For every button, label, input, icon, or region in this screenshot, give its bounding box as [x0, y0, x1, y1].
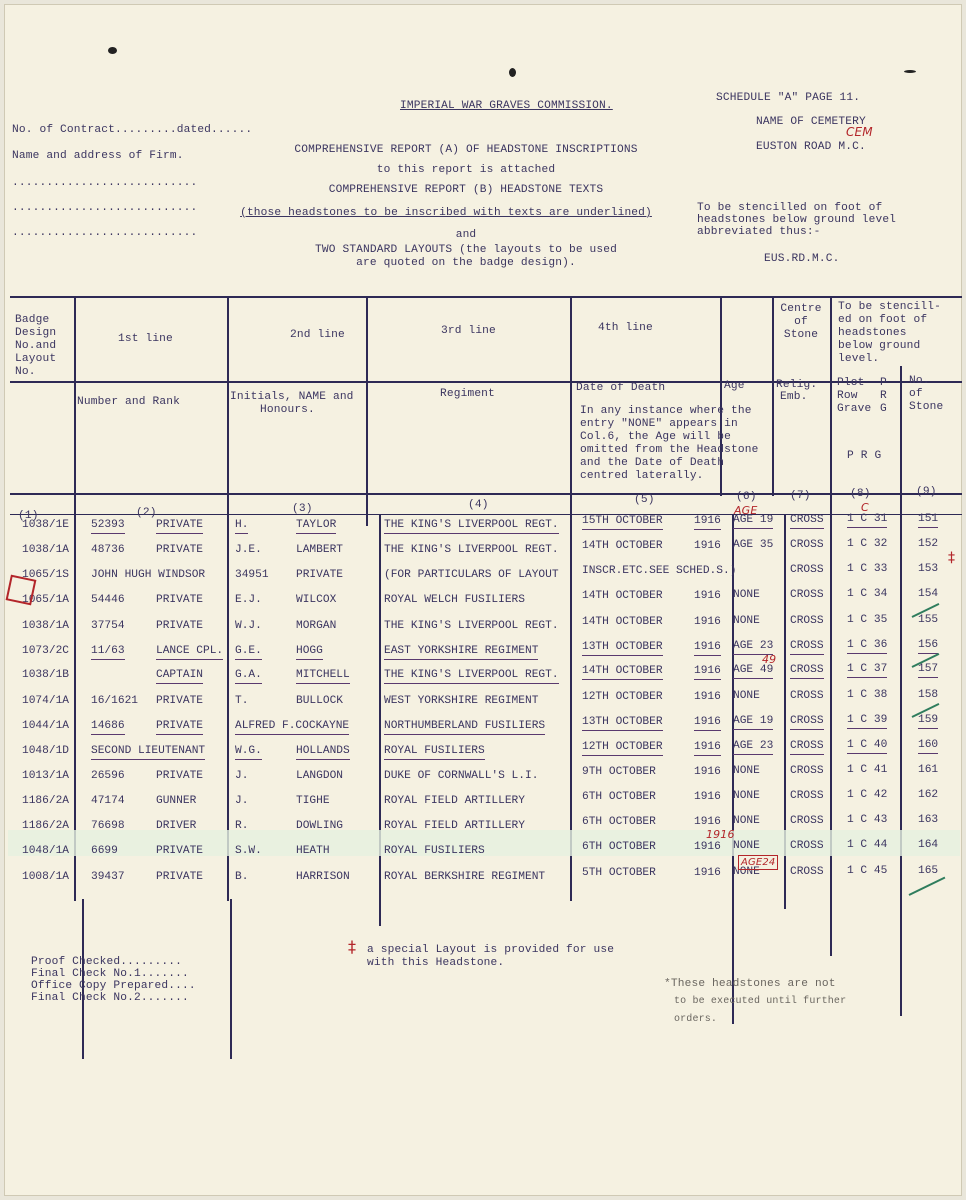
- relig-cell: CROSS: [790, 689, 824, 702]
- col-num-4: (4): [468, 499, 489, 511]
- name-cell: DOWLING: [296, 820, 343, 833]
- col-num-3: (3): [292, 503, 313, 515]
- number-cell: 76698: [91, 820, 125, 833]
- relig-cell: CROSS: [790, 765, 824, 777]
- initials-cell: B.: [235, 870, 249, 883]
- prg-vertical-heading: [880, 377, 887, 416]
- number-cell: 26596: [91, 770, 125, 782]
- table-row: [4, 664, 962, 689]
- age-cell: AGE 23: [733, 640, 773, 655]
- name-cell: HOGG: [296, 645, 323, 660]
- stencil-note-3: abbreviated thus:-: [697, 226, 821, 238]
- col-divider-footer: [230, 899, 232, 1059]
- date-cell: 12TH OCTOBER: [582, 741, 663, 756]
- report-line-5: and: [455, 229, 477, 241]
- name-cell: BULLOCK: [296, 694, 343, 707]
- centre-heading-line: Centre: [780, 303, 822, 315]
- dagger-mark: ‡: [348, 937, 357, 956]
- age-cell: AGE 19: [733, 715, 773, 730]
- number-cell: 16/1621: [91, 694, 138, 707]
- regiment-cell: THE KING'S LIVERPOOL REGT.: [384, 543, 559, 556]
- date-cell: 6TH OCTOBER: [582, 816, 656, 829]
- initials-cell: G.A.: [235, 669, 262, 684]
- year-cell: 1916: [694, 590, 721, 603]
- initials-cell: J.E.: [235, 543, 262, 556]
- number-cell: 52393: [91, 519, 125, 534]
- rank-cell: PRIVATE: [156, 543, 203, 556]
- centre-heading-line: of: [794, 316, 808, 328]
- report-line-1: COMPREHENSIVE REPORT (A) OF HEADSTONE INSCRIPTIONS: [294, 144, 638, 156]
- stone-cell: 159: [918, 714, 938, 729]
- stone-cell: 151: [918, 513, 938, 528]
- stone-heading-line: of: [909, 388, 923, 400]
- regiment-cell: ROYAL FUSILIERS: [384, 745, 485, 760]
- not-executed-note-2: to be executed until further: [674, 996, 847, 1007]
- badge-heading-line: No.and: [15, 340, 57, 352]
- regiment-cell: THE KING'S LIVERPOOL REGT.: [384, 669, 559, 684]
- table-row: [4, 512, 962, 540]
- name-cell: LANGDON: [296, 770, 343, 782]
- badge-cell: 1073/2C: [22, 644, 69, 657]
- relig-cell: CROSS: [790, 789, 824, 802]
- note-line: centred laterally.: [580, 470, 704, 482]
- stone-cell: 154: [918, 588, 939, 601]
- age-cell: NONE: [733, 765, 760, 777]
- relig-cell: CROSS: [790, 614, 824, 627]
- number-cell: 54446: [91, 594, 125, 607]
- plot-heading-line: Grave: [837, 403, 872, 415]
- stone-cell: 156: [918, 639, 938, 654]
- prg-cell: 1 C 31: [847, 513, 887, 528]
- date-cell: 14TH OCTOBER: [582, 590, 663, 603]
- name-cell: WILCOX: [296, 594, 337, 607]
- initials-cell: R.: [235, 820, 249, 833]
- prg-cell: 1 C 32: [847, 537, 888, 550]
- col-divider-3: [366, 296, 368, 526]
- badge-cell: 1044/1A: [22, 719, 69, 732]
- stone-cell: 162: [918, 788, 939, 801]
- stencil-heading-line: To be stencill-: [838, 301, 941, 313]
- red-box-mark: [6, 575, 37, 606]
- regiment-cell: (FOR PARTICULARS OF LAYOUT: [384, 569, 559, 582]
- number-cell: 37754: [91, 619, 125, 632]
- age-cell: AGE 19: [733, 514, 773, 529]
- regiment-cell: ROYAL BERKSHIRE REGIMENT: [384, 870, 546, 883]
- col-num-1: (1): [18, 510, 39, 522]
- date-cell: 12TH OCTOBER: [582, 690, 663, 703]
- badge-cell: 1038/1A: [22, 619, 69, 632]
- stone-cell: 153: [918, 563, 939, 576]
- ink-spot: [904, 70, 916, 73]
- header-bottom-rule: [10, 493, 962, 495]
- prg-cell: 1 C 45: [847, 864, 888, 877]
- age-cell: NONE: [733, 840, 760, 853]
- initials-cell: W.J.: [235, 619, 262, 632]
- date-cell: 9TH OCTOBER: [582, 766, 656, 778]
- initials-cell: T.: [235, 694, 249, 707]
- regiment-cell: NORTHUMBERLAND FUSILIERS: [384, 720, 545, 735]
- badge-cell: 1038/1A: [22, 543, 69, 556]
- regiment-cell: WEST YORKSHIRE REGIMENT: [384, 694, 539, 707]
- header-mid-rule: [10, 381, 962, 383]
- centre-heading: [774, 303, 828, 342]
- year-cell: 1916: [694, 665, 721, 680]
- prg-cell: 1 C 44: [847, 839, 888, 852]
- rank-cell: LANCE CPL.: [156, 645, 223, 660]
- regiment-cell: THE KING'S LIVERPOOL REGT.: [384, 519, 559, 534]
- name-cell: LAMBERT: [296, 543, 343, 556]
- final-check-1: Final Check No.1.......: [31, 968, 189, 980]
- date-cell: 15TH OCTOBER: [582, 515, 663, 530]
- date-cell: 5TH OCTOBER: [582, 866, 656, 879]
- note-line: In any instance where the: [580, 405, 752, 417]
- rank-cell: CAPTAIN: [156, 669, 203, 684]
- stencil-heading-line: level.: [838, 353, 880, 365]
- firm-label: Name and address of Firm.: [12, 150, 184, 162]
- age-correction-row14: AGE24: [738, 855, 778, 870]
- stone-cell: 163: [918, 814, 939, 827]
- col-num-8: (8): [850, 488, 871, 500]
- name-cell: PRIVATE: [296, 569, 343, 582]
- name-cell: HEATH: [296, 845, 330, 858]
- stencil-heading: [838, 301, 941, 366]
- no-of-stone-heading: [909, 375, 943, 414]
- regiment-cell: EAST YORKSHIRE REGIMENT: [384, 645, 538, 660]
- stone-cell: 161: [918, 764, 939, 776]
- name-cell: TIGHE: [296, 794, 330, 807]
- rank-cell: PRIVATE: [156, 519, 203, 534]
- stone-cell: 152: [918, 537, 939, 550]
- commission-title: IMPERIAL WAR GRAVES COMMISSION.: [400, 100, 613, 112]
- date-cell: 6TH OCTOBER: [582, 841, 656, 854]
- report-line-7: are quoted on the badge design).: [356, 257, 576, 269]
- col-num-5: (5): [634, 494, 655, 506]
- firm-dots-3: ...........................: [12, 227, 198, 239]
- name-cell: HARRISON: [296, 870, 350, 883]
- age-cell: AGE 49: [733, 664, 773, 679]
- first-line-heading: 1st line: [118, 333, 173, 345]
- special-layout-note: a special Layout is provided for use: [367, 944, 615, 956]
- relig-cell: CROSS: [790, 865, 824, 878]
- col-num-2: (2): [136, 507, 157, 519]
- rank-cell: PRIVATE: [156, 694, 203, 707]
- table-row: [4, 714, 962, 739]
- name-cell: MORGAN: [296, 619, 337, 632]
- cemetery-label: NAME OF CEMETERY: [756, 116, 866, 128]
- age-cell: NONE: [733, 789, 760, 802]
- stone-heading-line: No.: [909, 375, 930, 387]
- prg-heading: P R G: [847, 450, 882, 462]
- stone-cell: 164: [918, 839, 939, 852]
- table-row: [4, 814, 962, 839]
- date-cell: 6TH OCTOBER: [582, 790, 656, 803]
- table-row: [4, 764, 962, 789]
- age-cell: NONE: [733, 689, 760, 702]
- firm-dots-1: ...........................: [12, 177, 198, 189]
- badge-cell: 1038/1B: [22, 669, 69, 682]
- date-cell: 14TH OCTOBER: [582, 615, 663, 628]
- table-row: [4, 615, 962, 640]
- badge-cell: 1008/1A: [22, 870, 69, 883]
- year-cell: 1916: [694, 790, 721, 803]
- age-correction-row1: AGE: [734, 504, 758, 517]
- age-correction-row7: 49: [762, 653, 777, 666]
- age-cell: AGE 35: [733, 538, 774, 551]
- col-num-7: (7): [790, 490, 811, 502]
- regiment-cell: THE KING'S LIVERPOOL REGT.: [384, 619, 559, 632]
- stencil-abbrev: EUS.RD.M.C.: [764, 253, 840, 265]
- year-cell: 1916: [694, 816, 721, 829]
- prg-cell: 1 C 38: [847, 688, 888, 701]
- badge-cell: 1038/1E: [22, 518, 69, 531]
- year-cell: 1916: [694, 615, 721, 628]
- rank-cell: DRIVER: [156, 820, 197, 833]
- office-copy: Office Copy Prepared....: [31, 980, 196, 992]
- table-row: [4, 565, 962, 590]
- report-line-6: TWO STANDARD LAYOUTS (the layouts to be used: [315, 244, 617, 256]
- initials-cell: E.J.: [235, 594, 262, 607]
- badge-cell: 1048/1A: [22, 845, 69, 858]
- relig-cell: CROSS: [790, 715, 824, 730]
- prg-cell: 1 C 41: [847, 764, 888, 776]
- badge-cell: 1013/1A: [22, 770, 69, 782]
- prg-cell: 1 C 35: [847, 613, 888, 626]
- age-cell: NONE: [733, 865, 760, 878]
- stencil-heading-line: below ground: [838, 340, 921, 352]
- ink-spot: [108, 47, 117, 54]
- date-cell: 14TH OCTOBER: [582, 665, 663, 680]
- date-cell: 14TH OCTOBER: [582, 539, 663, 552]
- relig-cell: CROSS: [790, 640, 824, 655]
- stone-cell: 155: [918, 613, 939, 626]
- table-row: [4, 789, 962, 814]
- age-correction-row13: 1916: [706, 828, 735, 841]
- final-check-2: Final Check No.2.......: [31, 992, 189, 1004]
- stone-cell: 157: [918, 663, 938, 678]
- date-of-death-heading: Date of Death: [576, 382, 666, 394]
- none-note: [580, 405, 758, 483]
- rank-cell: PRIVATE: [156, 619, 203, 632]
- year-cell: 1916: [694, 515, 721, 530]
- cemetery-name: EUSTON ROAD M.C.: [756, 141, 866, 153]
- not-executed-note-1: *These headstones are not: [664, 978, 836, 990]
- relig-heading: Relig.: [776, 379, 818, 391]
- prg-cell: 1 C 39: [847, 714, 887, 729]
- proof-checked: Proof Checked.........: [31, 956, 182, 968]
- badge-cell: 1065/1S: [22, 569, 69, 582]
- initials-heading: Initials, NAME and: [230, 391, 354, 403]
- regiment-cell: ROYAL WELCH FUSILIERS: [384, 594, 525, 607]
- rank-cell: PRIVATE: [156, 720, 203, 735]
- report-line-3: COMPREHENSIVE REPORT (B) HEADSTONE TEXTS: [328, 184, 604, 196]
- initials-cell: G.E.: [235, 645, 262, 660]
- relig-cell: CROSS: [790, 815, 824, 828]
- report-line-4: (those headstones to be inscribed with texts are underlined): [240, 207, 652, 219]
- plot-heading-line: Plot: [837, 377, 865, 389]
- age-cell: NONE: [733, 815, 760, 828]
- note-line: entry "NONE" appears in: [580, 418, 738, 430]
- relig-cell: CROSS: [790, 840, 824, 853]
- badge-cell: 1186/2A: [22, 794, 69, 807]
- stencil-note-1: To be stencilled on foot of: [697, 202, 883, 214]
- table-row: [4, 864, 962, 889]
- year-cell: 1916: [694, 741, 721, 756]
- table-row: [4, 590, 962, 615]
- age-heading: Age: [724, 380, 745, 392]
- prg-heading-line: P: [880, 377, 887, 389]
- prg-correction: C: [861, 501, 869, 514]
- plot-heading-line: Row: [837, 390, 858, 402]
- table-row: [4, 839, 962, 864]
- badge-heading-line: Layout: [15, 353, 57, 365]
- stone-cell: 160: [918, 739, 938, 754]
- regiment-cell: ROYAL FIELD ARTILLERY: [384, 794, 525, 807]
- rank-cell: PRIVATE: [156, 594, 203, 607]
- badge-cell: 1074/1A: [22, 694, 69, 707]
- schedule-page: SCHEDULE "A" PAGE 11.: [716, 92, 861, 104]
- relig-cell: CROSS: [790, 664, 824, 679]
- initials-cell: J.: [235, 770, 249, 782]
- year-cell: 1916: [694, 641, 721, 656]
- relig-cell: CROSS: [790, 740, 824, 755]
- date-cell: INSCR.ETC.SEE SCHED.S.): [582, 565, 737, 578]
- col-num-6: (6): [736, 491, 757, 503]
- prg-cell: 1 C 36: [847, 639, 887, 654]
- badge-heading-line: No.: [15, 366, 36, 378]
- relig-cell: CROSS: [790, 538, 824, 551]
- emb-heading: Emb.: [780, 391, 808, 403]
- plot-heading: [837, 377, 871, 416]
- prg-cell: 1 C 37: [847, 663, 887, 678]
- note-line: and the Date of Death: [580, 457, 725, 469]
- number-cell: JOHN HUGH WINDSOR: [91, 569, 206, 582]
- rank-cell: PRIVATE: [156, 770, 203, 782]
- initials-cell: ALFRED F.COCKAYNE: [235, 720, 349, 735]
- dagger-mark: ‡: [948, 550, 956, 566]
- badge-cell: 1065/1A: [22, 594, 69, 607]
- initials-cell: J.: [235, 794, 249, 807]
- table-row: [4, 689, 962, 714]
- cemetery-correction: CEM: [846, 125, 873, 139]
- age-cell: NONE: [733, 614, 760, 627]
- col-num-9: (9): [916, 486, 937, 498]
- year-cell: 1916: [694, 766, 721, 778]
- year-cell: 1916: [694, 690, 721, 703]
- rank-cell: PRIVATE: [156, 870, 203, 883]
- number-cell: 14686: [91, 720, 125, 735]
- contract-label: No. of Contract.........dated......: [12, 124, 253, 136]
- table-row: [4, 640, 962, 665]
- prg-cell: 1 C 34: [847, 588, 888, 601]
- rank-cell: GUNNER: [156, 794, 197, 807]
- year-cell: 1916: [694, 841, 721, 854]
- prg-cell: 1 C 42: [847, 788, 888, 801]
- year-cell: 1916: [694, 539, 721, 552]
- report-line-2: to this report is attached: [376, 164, 556, 176]
- stone-heading-line: Stone: [909, 401, 944, 413]
- firm-dots-2: ...........................: [12, 202, 198, 214]
- name-cell: TAYLOR: [296, 519, 336, 534]
- regiment-cell: ROYAL FIELD ARTILLERY: [384, 820, 525, 833]
- relig-cell: CROSS: [790, 514, 824, 529]
- prg-heading-line: G: [880, 403, 887, 415]
- stone-cell: 158: [918, 688, 939, 701]
- note-line: Col.6, the Age will be: [580, 431, 731, 443]
- stencil-heading-line: headstones: [838, 327, 907, 339]
- year-cell: 1916: [694, 866, 721, 879]
- rank-cell: PRIVATE: [156, 845, 203, 858]
- note-line: omitted from the Headstone: [580, 444, 759, 456]
- initials-cell: 34951: [235, 569, 269, 582]
- prg-cell: 1 C 43: [847, 814, 888, 827]
- prg-heading-line: R: [880, 390, 887, 402]
- age-cell: NONE: [733, 589, 760, 602]
- badge-cell: 1186/2A: [22, 820, 69, 833]
- badge-cell: 1048/1D: [22, 745, 69, 758]
- number-cell: SECOND LIEUTENANT: [91, 745, 205, 760]
- table-row: [4, 739, 962, 764]
- second-line-heading: 2nd line: [290, 329, 345, 341]
- regiment-heading: Regiment: [440, 388, 495, 400]
- badge-heading: [15, 314, 56, 379]
- relig-cell: CROSS: [790, 589, 824, 602]
- badge-heading-line: Badge: [15, 314, 50, 326]
- stencil-note-2: headstones below ground level: [697, 214, 897, 226]
- badge-heading-line: Design: [15, 327, 57, 339]
- fourth-line-heading: 4th line: [598, 322, 653, 334]
- number-cell: 48736: [91, 543, 125, 556]
- number-cell: 39437: [91, 870, 125, 883]
- number-cell: 11/63: [91, 645, 125, 660]
- stone-cell: 165: [918, 864, 939, 877]
- number-cell: 47174: [91, 794, 125, 807]
- number-cell: 6699: [91, 845, 118, 858]
- initials-cell: S.W.: [235, 845, 262, 858]
- ink-spot: [509, 68, 516, 77]
- regiment-cell: DUKE OF CORNWALL'S L.I.: [384, 770, 539, 782]
- name-cell: MITCHELL: [296, 669, 350, 684]
- date-cell: 13TH OCTOBER: [582, 716, 663, 731]
- relig-cell: CROSS: [790, 564, 824, 577]
- not-executed-note-3: orders.: [674, 1014, 718, 1025]
- prg-cell: 1 C 33: [847, 563, 888, 576]
- age-cell: AGE 23: [733, 740, 773, 755]
- name-cell: HOLLANDS: [296, 745, 350, 760]
- document-page: [4, 4, 962, 1196]
- centre-heading-line: Stone: [783, 329, 819, 341]
- prg-cell: 1 C 40: [847, 739, 887, 754]
- regiment-cell: ROYAL FUSILIERS: [384, 845, 485, 858]
- table-row: [4, 537, 962, 565]
- initials-heading-2: Honours.: [260, 404, 315, 416]
- stencil-heading-line: ed on foot of: [838, 314, 928, 326]
- year-cell: 1916: [694, 716, 721, 731]
- date-cell: 13TH OCTOBER: [582, 641, 663, 656]
- table-top-rule: [10, 296, 962, 298]
- initials-cell: W.G.: [235, 745, 262, 760]
- third-line-heading: 3rd line: [441, 325, 496, 337]
- number-rank-heading: Number and Rank: [77, 396, 180, 408]
- special-layout-note-2: with this Headstone.: [367, 957, 505, 969]
- initials-cell: H.: [235, 519, 248, 534]
